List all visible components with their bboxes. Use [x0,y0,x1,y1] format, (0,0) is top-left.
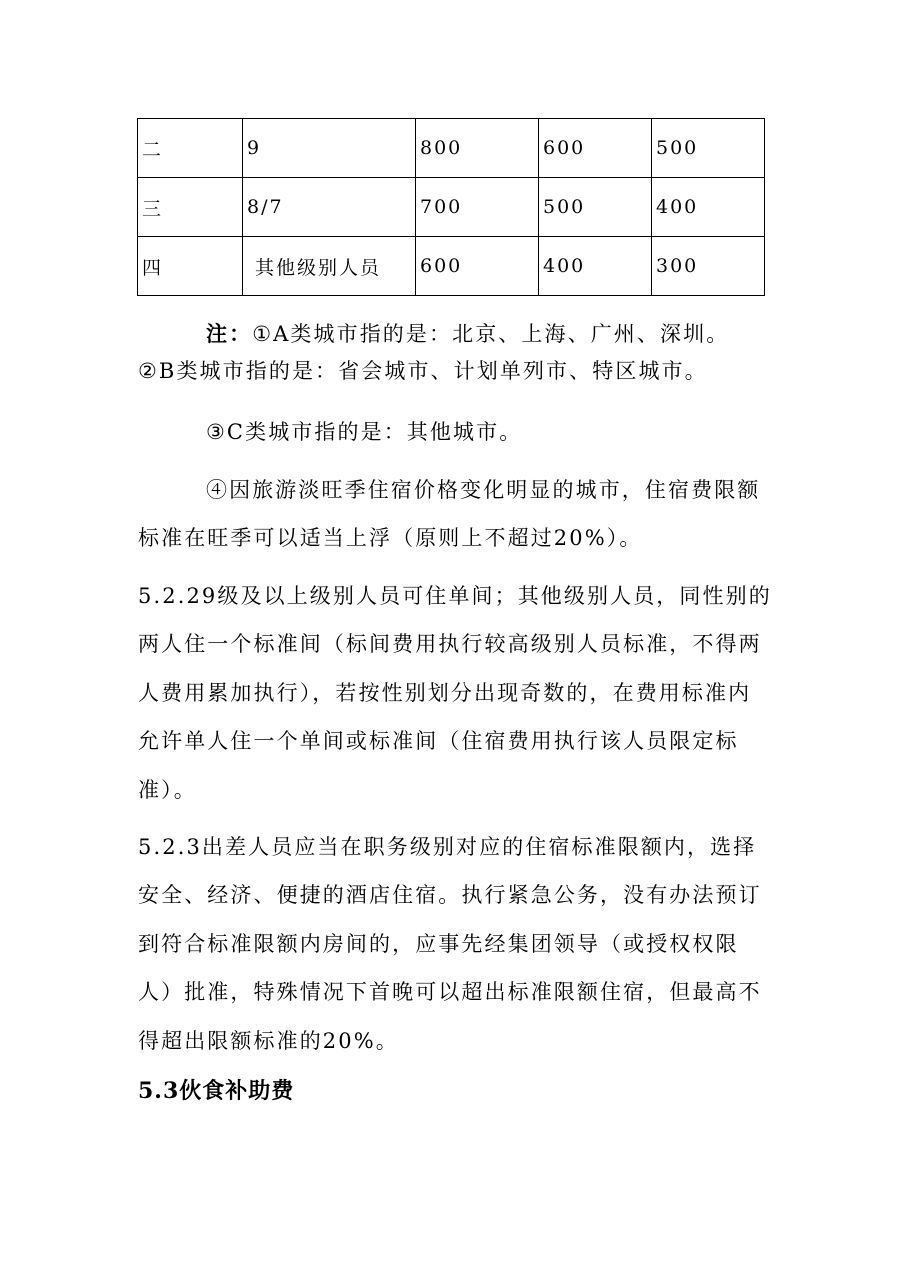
table-cell: 二 [138,119,243,178]
note-label: 注： [206,321,253,346]
table-cell: 600 [539,119,652,178]
paragraph-line: 安全、经济、便捷的酒店住宿。执行紧急公务，没有办法预订 [138,883,762,907]
paragraph-line: 到符合标准限额内房间的，应事先经集团领导（或授权权限 [138,932,739,956]
note-line-4b: 标准在旺季可以适当上浮（原则上不超过20%）。 [138,526,643,550]
paragraph-line: 两人住一个标准间（标间费用执行较高级别人员标准，不得两 [138,632,762,656]
section-heading: 5.3伙食补助费 [138,1078,295,1104]
table-cell: 其他级别人员 [243,237,416,296]
table-row [138,119,765,178]
table-cell: 四 [138,237,243,296]
accommodation-standard-table [137,118,765,296]
table-cell: 700 [416,178,539,237]
table-cell: 500 [539,178,652,237]
table-cell: 800 [416,119,539,178]
table-cell: 500 [652,119,765,178]
table-cell: 400 [652,178,765,237]
paragraph-line: 人费用累加执行），若按性别划分出现奇数的，在费用标准内 [138,681,752,705]
paragraph-line: 准）。 [138,778,197,802]
table-cell: 300 [652,237,765,296]
note-line-2: ②B类城市指的是：省会城市、计划单列市、特区城市。 [138,359,708,383]
table-cell: 8/7 [243,178,416,237]
paragraph-line: 允许单人住一个单间或标准间（住宿费用执行该人员限定标 [138,729,739,753]
table-cell: 9 [243,119,416,178]
table-cell: 三 [138,178,243,237]
table-cell: 400 [539,237,652,296]
note-text-1: ①A类城市指的是：北京、上海、广州、深圳。 [252,322,730,346]
table-row [138,178,765,237]
note-line-3: ③C类城市指的是：其他城市。 [206,420,523,444]
note-line-4a: ④因旅游淡旺季住宿价格变化明显的城市，住宿费限额 [206,478,761,502]
paragraph-line: 5.2.29级及以上级别人员可住单间；其他级别人员，同性别的 [138,584,772,608]
table-cell: 600 [416,237,539,296]
table-row [138,237,765,296]
paragraph-line: 人）批准，特殊情况下首晚可以超出标准限额住宿，但最高不 [138,980,762,1004]
paragraph-line: 得超出限额标准的20%。 [138,1029,399,1053]
paragraph-line: 5.2.3出差人员应当在职务级别对应的住宿标准限额内，选择 [138,835,757,859]
